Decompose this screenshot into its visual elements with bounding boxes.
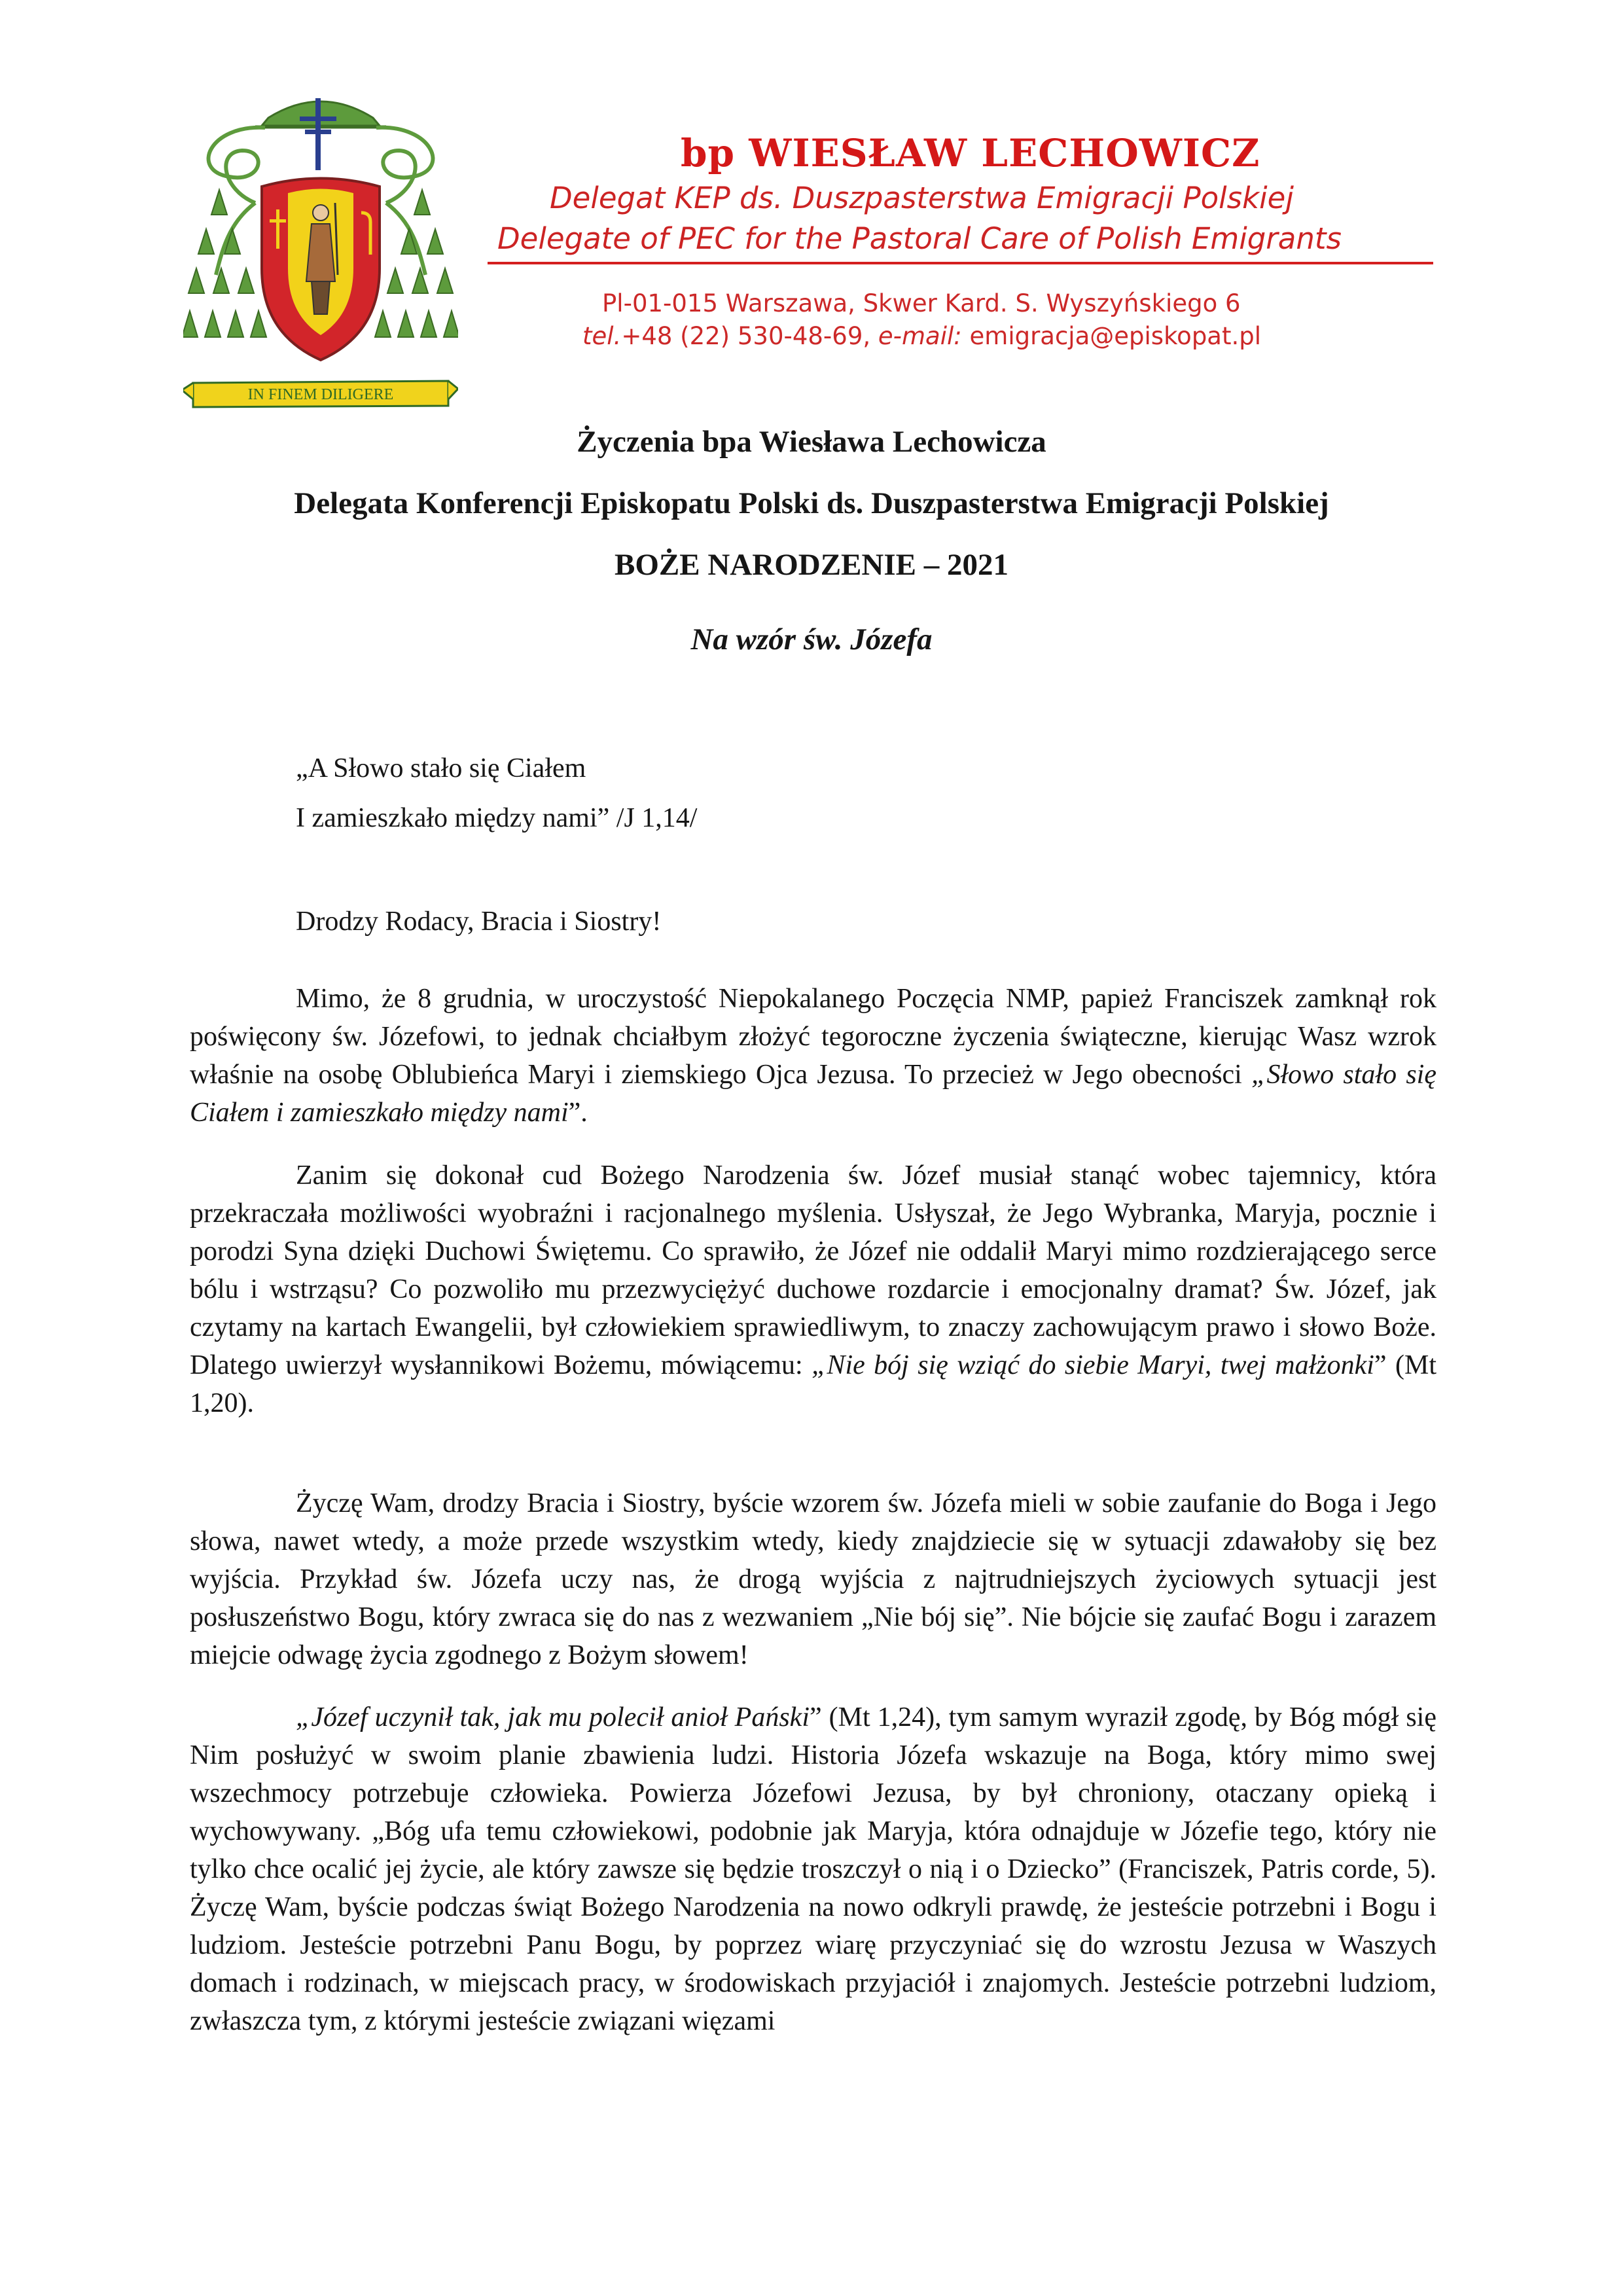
motto-banner (183, 381, 458, 407)
quote-line-2: I zamieszkało między nami” /J 1,14/ (296, 803, 698, 833)
shield (262, 179, 380, 361)
paragraph-1-text: Mimo, że 8 grudnia, w uroczystość Niepokalanego Poczęcia NMP, papież Franciszek zamknął rok poświęcony św. Józefowi, to jednak chciałbym złożyć tegoroczne życzenia świąteczne, kierując Wasz wzrok właśnie na osobę Oblubieńca Maryi i ziemskiego Ojca Jezusa. To przecież w Jego obecności (190, 984, 1436, 1090)
paragraph-2-end: ” (Mt 1,20). (190, 1350, 1436, 1418)
paragraph-3-text: Życzę Wam, drodzy Bracia i Siostry, byście wzorem św. Józefa mieli w sobie zaufanie do Boga i Jego słowa, nawet wtedy, a może przede wszystkim wtedy, kiedy znajdziecie się w sytuacji zdawałoby się bez wyjścia. Przykład św. Józefa uczy nas, że drogą wyjścia z najtrudniejszych życiowych sytuacji jest posłuszeństwo Bogu, który zwraca się do nas z wezwaniem „Nie bój się”. Nie bójcie się zaufać Bogu i zarazem miejcie odwagę życia zgodnego z Bożym słowem! (190, 1488, 1436, 1670)
greeting: Drodzy Rodacy, Bracia i Siostry! (296, 906, 662, 937)
motto-text: IN FINEM DILIGERE (247, 386, 394, 403)
tassels-right (375, 190, 458, 337)
heading-subtitle: Na wzór św. Józefa (690, 622, 933, 656)
bishop-name: bp WIESŁAW LECHOWICZ (681, 131, 1260, 175)
email-label: e-mail: (878, 322, 962, 350)
phone-number: +48 (22) 530-48-69, (621, 322, 878, 350)
paragraph-1 (190, 980, 1436, 1132)
paragraph-4-quote: „Józef uczynił tak, jak mu polecił anioł Pański (296, 1702, 810, 1732)
paragraph-2-quote: „Nie bój się wziąć do siebie Maryi, twej małżonki (812, 1350, 1374, 1380)
heading-line-1: Życzenia bpa Wiesława Lechowicza (577, 425, 1046, 459)
coat-of-arms (183, 79, 458, 425)
title-polish: Delegat KEP ds. Duszpasterstwa Emigracji Polskiej (550, 181, 1294, 215)
paragraph-2 (190, 1157, 1436, 1422)
phone-label: tel. (582, 322, 622, 350)
tassels-left (183, 190, 266, 337)
quote-line-1: „A Słowo stało się Ciałem (296, 753, 586, 783)
paragraph-4 (190, 1698, 1436, 2040)
letterhead-rule (488, 262, 1433, 264)
heading-line-3: BOŻE NARODZENIE – 2021 (615, 548, 1008, 582)
paragraph-4-text: ” (Mt 1,24), tym samym wyraził zgodę, by Bóg mógł się Nim posłużyć w swoim planie zbawienia ludzi. Historia Józefa wskazuje na Boga, który mimo swej wszechmocy potrzebuje człowieka. Powierza Józefowi Jezusa, by był chroniony, otaczany opieką i wychowywany. „Bóg ufa temu człowiekowi, podobnie jak Maryja, która odnajduje w Józefie tego, który nie tylko chce ocalić jej życie, ale który zawsze się będzie troszczył o nią i o Dziecko” (Franciszek, Patris corde, 5). Życzę Wam, byście podczas świąt Bożego Narodzenia na nowo odkryli prawdę, że jesteście potrzebni i Bogu i ludziom. Jesteście potrzebni Panu Bogu, by poprzez wiarę przyczyniać się do wzrostu Jezusa w Waszych domach i rodzinach, w miejscach pracy, w środowiskach przyjaciół i znajomych. Jesteście potrzebni ludziom, zwłaszcza tym, z którymi jesteście związani więzami (190, 1702, 1436, 2036)
paragraph-2-text: Zanim się dokonał cud Bożego Narodzenia św. Józef musiał stanąć wobec tajemnicy, która przekraczała możliwości wyobraźni i racjonalnego myślenia. Usłyszał, że Jego Wybranka, Maryja, pocznie i porodzi Syna dzięki Duchowi Świętemu. Co sprawiło, że Józef nie oddalił Maryi mimo rozdzierającego serce bólu i wstrząsu? Co pozwoliło mu przezwyciężyć duchowe rozdarcie i emocjonalny dramat? Św. Józef, jak czytamy na kartach Ewangelii, był człowiekiem sprawiedliwym, to znaczy zachowującym prawo i słowo Boże. Dlatego uwierzył wysłannikowi Bożemu, mówiącemu: (190, 1160, 1436, 1380)
paragraph-1-quote: „Słowo stało się Ciałem i zamieszkało między nami (190, 1060, 1436, 1128)
postal-address: Pl-01-015 Warszawa, Skwer Kard. S. Wyszyńskiego 6 (602, 289, 1241, 317)
paragraph-1-end: ”. (568, 1098, 588, 1128)
email-address[interactable]: emigracja@episkopat.pl (961, 322, 1262, 350)
contact-line (582, 322, 1261, 350)
title-english: Delegate of PEC for the Pastoral Care of Polish Emigrants (497, 221, 1342, 256)
heading-line-2: Delegata Konferencji Episkopatu Polski ds. Duszpasterstwa Emigracji Polskiej (294, 486, 1329, 520)
paragraph-3 (190, 1484, 1436, 1674)
